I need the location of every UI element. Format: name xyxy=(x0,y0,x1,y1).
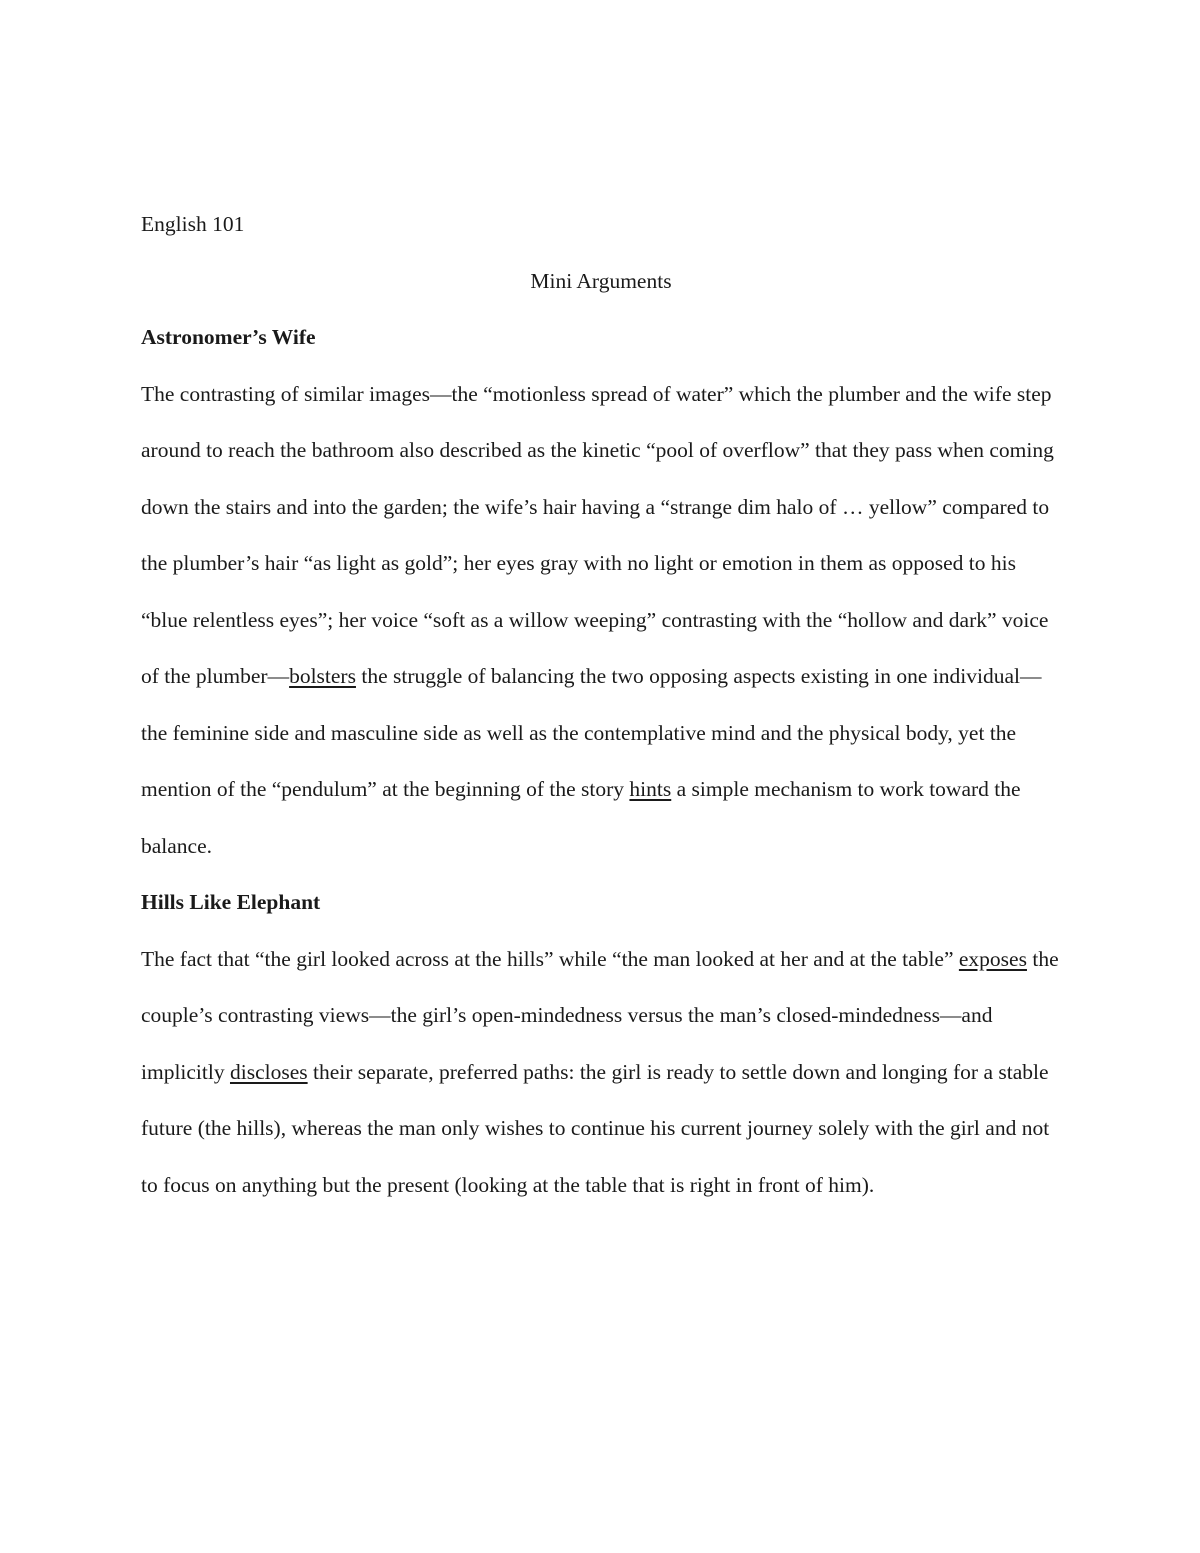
paragraph-text: their separate, preferred paths: the girl is ready to settle down and longing for a stable future (the hills), whereas the man only wishes to continue his current journey solely with the girl and not to focus on anything but the present (looking at the table that is right in front of him). xyxy=(141,1059,1050,1197)
underlined-word: hints xyxy=(629,777,672,801)
paragraph-text: The fact that “the girl looked across at the hills” while “the man looked at her and at the table” xyxy=(141,946,959,971)
paragraph-text: the couple’s contrasting views—the girl’s open-mindedness versus the man’s closed-mindedness—and implicitly xyxy=(141,946,1059,1084)
underlined-word: discloses xyxy=(229,1059,308,1084)
paragraph-text: The contrasting of similar images—the “motionless spread of water” which the plumber and the wife step around to reach the bathroom also described as the kinetic “pool of overflow” that they pass when coming down the stairs and into the garden; the wife’s hair having a “strange dim halo of … yellow” compared to the plumber’s hair “as light as gold”; her eyes gray with no light or emotion in them as opposed to his “blue relentless eyes”; her voice “soft as a willow weeping” contrasting with the “hollow and dark” voice of the plumber— xyxy=(141,381,1054,688)
section-heading-astronomers-wife: Astronomer’s Wife xyxy=(141,325,316,349)
section-heading-hills-like-elephant: Hills Like Elephant xyxy=(141,890,321,914)
underlined-word: exposes xyxy=(958,946,1027,971)
section-paragraph-hills-like-elephant xyxy=(141,931,1061,1214)
document-title: Mini Arguments xyxy=(530,268,672,293)
course-label: English 101 xyxy=(141,212,245,236)
paragraph-text: the struggle of balancing the two opposing aspects existing in one individual—the feminine side and masculine side as well as the contemplative mind and the physical body, yet the mention of the “pendulum” at the beginning of the story xyxy=(141,664,1042,801)
paragraph-text: a simple mechanism to work toward the balance. xyxy=(141,777,1021,858)
document-body xyxy=(141,196,1061,1213)
underlined-word: bolsters xyxy=(289,664,356,688)
section-paragraph-astronomers-wife xyxy=(141,366,1061,875)
